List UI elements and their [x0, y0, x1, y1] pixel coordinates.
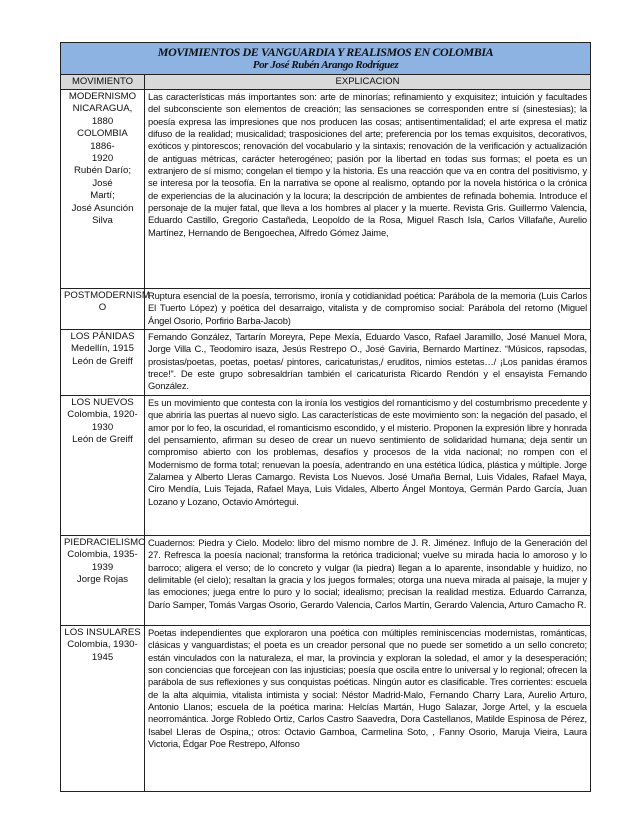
- table-row: [61, 536, 591, 626]
- table-row: [61, 396, 591, 536]
- movement-date: 1945: [91, 651, 114, 663]
- movement-cell: [61, 626, 145, 792]
- document-title: MOVIMIENTOS DE VANGUARDIA Y REALISMOS EN COLOMBIA: [157, 45, 494, 59]
- explanation-cell: [145, 536, 591, 626]
- document-page: [60, 42, 591, 792]
- explanation-cell: [145, 396, 591, 536]
- document-author: Por José Rubén Arango Rodríguez: [252, 59, 399, 71]
- movement-place: Medellín, 1915: [71, 343, 134, 355]
- movement-cell: [61, 289, 150, 330]
- movements-table: [60, 42, 591, 792]
- movement-author: Silva: [92, 215, 113, 227]
- movement-author: Martí;: [90, 190, 115, 202]
- movement-place: Colombia, 1935-: [67, 549, 138, 561]
- explanation-text: Las características más importantes son: arte de minorías; refinamiento y exquisitez; intuición y facultades del subconsciente son elementos de creación; las sensaciones se corresponden entre sí (sinestesias); la poesía expresa las impresiones que nos producen las cosas; antisentimentalidad; el arte expresa el matiz difuso de la realidad; musicalidad; trasposiciones del arte; preferencia por los temas exquisitos, decorativos, exóticos y pintorescos; renovación del vocabulario y la sintaxis; renovación de la verificación y actualización de antiguas métricas, carácter heterogéneo; pasión por la libertad en todas sus formas; el poeta es un extranjero de sí mismo; congelan el tiempo y la historia. Es una reacción que va en contra del positivismo, y se interesa por la teosofía. En la narrativa se opone al realismo, optando por la novela histórica o la crónica de experiencias de la alucinación y la locura; la descripción de ambientes de refinada bohemia. Introduce el personaje de la mujer fatal, que lleva a los hombres al placer y la muerte. Revista Gris. Guillermo Valencia, Eduardo Castillo, Gregorio Castañeda, Leopoldo de la Rosa, Miguel Rasch Isla, Carlos Villafañe, Aurelio Martínez, Hernando de Bengoechea, Alfredo Gómez Jaime,: [148, 91, 587, 238]
- table-row: [61, 289, 591, 330]
- movement-name: MODERNISMO: [68, 91, 137, 102]
- movement-author: León de Greiff: [72, 355, 133, 367]
- explanation-cell: [145, 330, 591, 396]
- explanation-text: Es un movimiento que contesta con la ironía los vestigios del romanticismo y del costumbrismo precedente y que abriría las puertas al nuevo siglo. Las características de este movimiento son: la negación del pasado, el amor por lo feo, la oscuridad, el romanticismo escondido, y el misterio. Proponen la expresión libre y honrada del pensamiento, afirman su deseo de crear un nuevo sentimiento de solidaridad humana; deja sentir un compromiso abierto con los problemas, desafíos y procesos de la vida nacional; no rompen con el Modernismo de forma total; renuevan la poesía, adentrando en una estética lúdica, plástica y múltiple. Jorge Zalamea y Alberto Lleras Camargo. Revista Los Nuevos. José Umaña Bernal, Luis Vidales, Rafael Maya, Ciro Mendía, Luis Tejada, Rafael Maya, Luis Vidales, Alberto Ángel Montoya, Germán Pardo García, Juan Lozano y Lozano, Octavio Amórtegui.: [148, 397, 587, 507]
- movement-place: COLOMBIA 1886-: [77, 128, 128, 152]
- explanation-cell: [145, 90, 591, 289]
- table-row: [61, 626, 591, 792]
- movement-place: Colombia, 1920-: [67, 409, 138, 421]
- explanation-cell: [145, 626, 591, 792]
- movement-place: NICARAGUA, 1880: [72, 103, 133, 127]
- movement-author: Rubén Darío; José: [73, 165, 132, 189]
- movement-date: 1930: [91, 421, 114, 433]
- column-header-explanation: EXPLICACION: [145, 75, 591, 90]
- movement-cell: [61, 396, 145, 536]
- movement-date: 1920: [91, 153, 114, 165]
- movement-place: Colombia, 1930-: [67, 639, 138, 651]
- movement-name: LOS PÁNIDAS: [70, 331, 135, 342]
- movement-author: José Asunción: [71, 202, 134, 214]
- movement-cell: [61, 330, 145, 396]
- movement-name: LOS NUEVOS: [71, 397, 134, 408]
- movement-cell: [61, 536, 145, 626]
- column-header-row: [61, 75, 591, 90]
- explanation-text: Poetas independientes que exploraron una poética con múltiples reminiscencias modernistas, románticas, clásicas y vanguardistas; el poeta es un creador personal que no puede ser sometido a un sello concreto; están vinculados con la naturaleza, el mar, la provincia y exploran la soledad, el amor y la desesperación; son conciencias que forcejean con las injusticias; poesía que oscila entre lo universal y lo regional; ofrecen la parábola de sus reflexiones y sus conquistas poéticas. Ningún autor es clasificable. Tres corrientes: escuela de la alta alquimia, vitalista intimista y social: Néstor Madrid-Malo, Fernando Charry Lara, Aurelio Arturo, Antonio Llanos; escuela de la poética marina: Helcías Martán, Hugo Salazar, Jorge Artel, y la escuela neorromántica. Jorge Robledo Ortiz, Carlos Castro Saavedra, Dora Castellanos, Matilde Espinosa de Pérez, Isabel Lleras de Ospina,; otros: Octavio Gamboa, Carmelina Soto, , Fanny Osorio, Maruja Vieira, Laura Victoria, Édgar Poe Restrepo, Alfonso: [148, 627, 587, 750]
- explanation-text: Ruptura esencial de la poesía, terrorismo, ironía y cotidianidad poética: Parábola de la memoria (Luis Carlos El Tuerto López) y poética del desarraigo, vitalista y de compromiso social: Parábola del retorno (Miguel Ángel Osorio, Porfirio Barba-Jacob): [148, 290, 587, 326]
- table-row: [61, 90, 591, 289]
- movement-author: León de Greiff: [72, 434, 133, 446]
- column-header-movement: MOVIMIENTO: [61, 75, 145, 90]
- movement-name: POSTMODERNISM: [64, 290, 150, 301]
- movement-name: LOS INSULARES: [64, 627, 141, 638]
- movement-name-continued: O: [98, 302, 107, 314]
- explanation-text: Cuadernos: Piedra y Cielo. Modelo: libro del mismo nombre de J. R. Jiménez. Influjo de la Generación del 27. Refresca la poesía nacional; transforma la retórica tradicional; vuelve su mirada hacia lo amoroso y lo barroco; aligera el verso; de lo concreto y vulgar (la piedra) llegan a lo aparente, insondable y huidizo, no delimitable (el cielo); resaltan la gracia y los juegos formales; otorga una nueva mirada al paisaje, la mujer y las emociones; juega entre lo puro y lo social; idealismo; precisan la realidad mestiza. Eduardo Carranza, Darío Samper, Tomás Vargas Osorio, Gerardo Valencia, Carlos Martín, Gerardo Valencia, Arturo Camacho R.: [148, 537, 587, 610]
- movement-cell: [61, 90, 145, 289]
- explanation-cell: [145, 289, 591, 330]
- title-cell: [61, 43, 591, 75]
- movement-date: 1939: [91, 561, 114, 573]
- title-row: [61, 43, 591, 75]
- table-row: [61, 330, 591, 396]
- movement-author: Jorge Rojas: [76, 574, 129, 586]
- movement-name: PIEDRACIELISMO: [64, 537, 146, 548]
- explanation-text: Fernando González, Tartarín Moreyra, Pepe Mexía, Eduardo Vasco, Rafael Jaramillo, José Manuel Mora, Jorge Villa C., Teodomiro isaza, Jesús Restrepo O., José Gaviria, Bernardo Martínez. “Músicos, rapsodas, prosistas/poetas, poetas, poetas/ pintores, caricaturistas,/ eruditos, nimios estetas…/ ¡Los panidas éramos trece!”. De este grupo sobresaldrían también el caricaturista Ricardo Rendón y el ensayista Fernando González.: [148, 331, 587, 392]
